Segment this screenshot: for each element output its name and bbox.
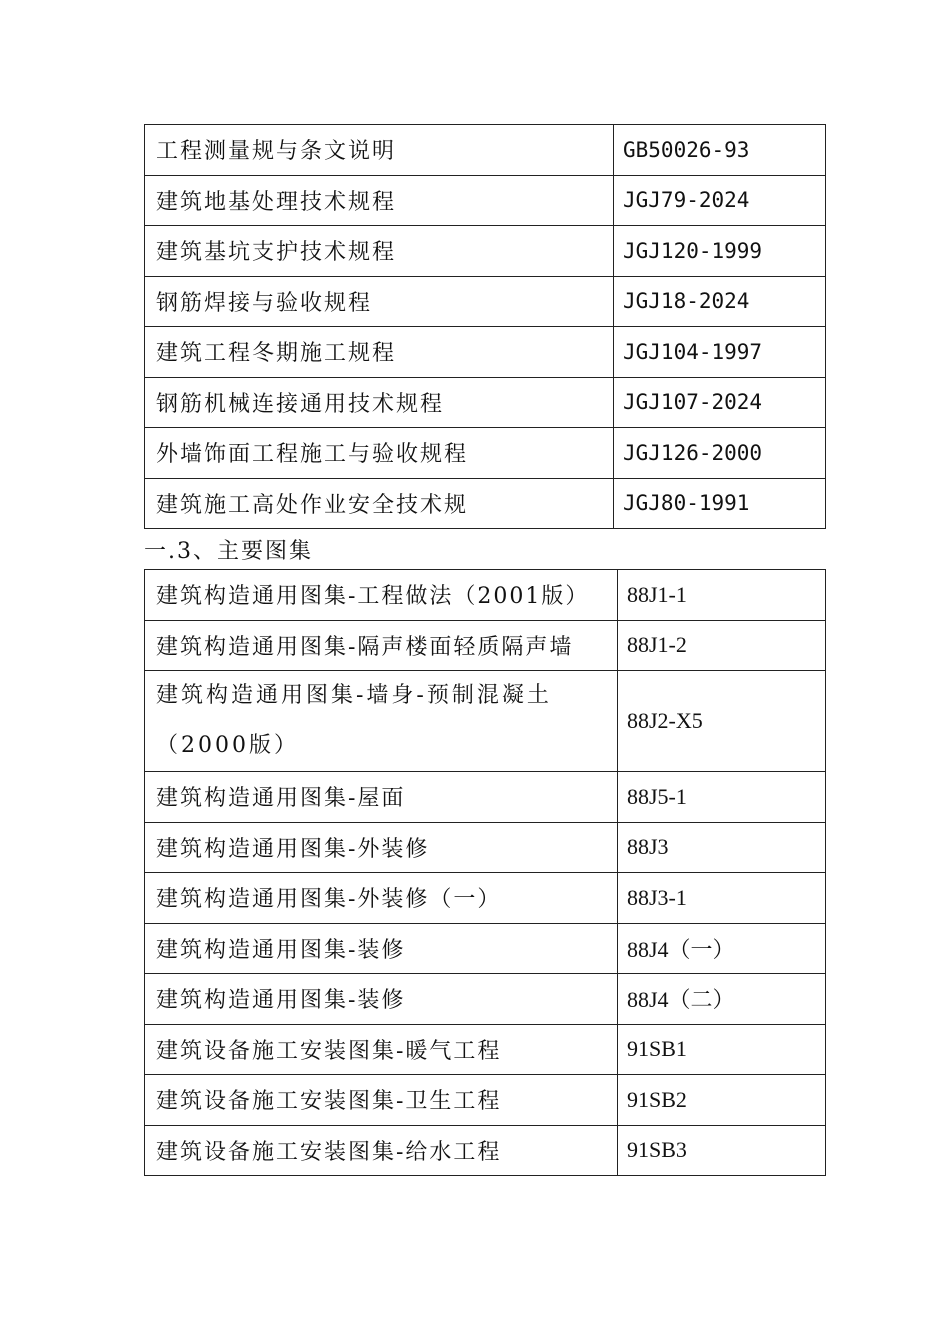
standard-name: 建筑地基处理技术规程 bbox=[145, 175, 614, 226]
atlas-code: 91SB1 bbox=[618, 1024, 826, 1075]
standard-code: JGJ18-2024 bbox=[614, 276, 826, 327]
standards-table bbox=[144, 124, 826, 529]
table-row bbox=[145, 327, 826, 378]
table-row bbox=[145, 1024, 826, 1075]
atlas-code: 88J4（一） bbox=[618, 923, 826, 974]
standard-code: JGJ104-1997 bbox=[614, 327, 826, 378]
standard-code: JGJ126-2000 bbox=[614, 428, 826, 479]
atlas-code: 88J1-1 bbox=[618, 570, 826, 621]
atlas-name: 建筑构造通用图集-工程做法（2001版） bbox=[145, 570, 618, 621]
standard-code: GB50026-93 bbox=[614, 125, 826, 176]
table-row bbox=[145, 822, 826, 873]
standard-code: JGJ120-1999 bbox=[614, 226, 826, 277]
standard-name: 钢筋机械连接通用技术规程 bbox=[145, 377, 614, 428]
atlas-name: 建筑构造通用图集-装修 bbox=[145, 974, 618, 1025]
atlas-code: 88J3-1 bbox=[618, 873, 826, 924]
atlas-name: 建筑构造通用图集-屋面 bbox=[145, 772, 618, 823]
atlas-name: 建筑构造通用图集-墙身-预制混凝土（2000版） bbox=[145, 671, 618, 772]
table-row bbox=[145, 620, 826, 671]
table-row bbox=[145, 772, 826, 823]
table-row bbox=[145, 873, 826, 924]
table-row bbox=[145, 276, 826, 327]
table-row bbox=[145, 923, 826, 974]
atlas-name: 建筑构造通用图集-装修 bbox=[145, 923, 618, 974]
table-row bbox=[145, 175, 826, 226]
table-row bbox=[145, 974, 826, 1025]
atlas-name: 建筑设备施工安装图集-给水工程 bbox=[145, 1125, 618, 1176]
atlas-name: 建筑设备施工安装图集-卫生工程 bbox=[145, 1075, 618, 1126]
standard-code: JGJ107-2024 bbox=[614, 377, 826, 428]
atlas-code: 88J1-2 bbox=[618, 620, 826, 671]
table-row bbox=[145, 570, 826, 621]
section-heading: 一.3、主要图集 bbox=[144, 539, 313, 564]
table-row bbox=[145, 671, 826, 772]
atlas-code: 88J4（二） bbox=[618, 974, 826, 1025]
table-row bbox=[145, 1075, 826, 1126]
table-row bbox=[145, 377, 826, 428]
atlas-table bbox=[144, 569, 826, 1176]
table-row bbox=[145, 428, 826, 479]
table-row bbox=[145, 478, 826, 529]
atlas-code: 91SB3 bbox=[618, 1125, 826, 1176]
standard-name: 钢筋焊接与验收规程 bbox=[145, 276, 614, 327]
table-row bbox=[145, 1125, 826, 1176]
standard-name: 建筑基坑支护技术规程 bbox=[145, 226, 614, 277]
atlas-code: 88J2-X5 bbox=[618, 671, 826, 772]
atlas-code: 88J3 bbox=[618, 822, 826, 873]
atlas-name: 建筑构造通用图集-隔声楼面轻质隔声墙 bbox=[145, 620, 618, 671]
standard-code: JGJ79-2024 bbox=[614, 175, 826, 226]
table-row bbox=[145, 125, 826, 176]
table-row bbox=[145, 226, 826, 277]
standard-name: 建筑施工高处作业安全技术规 bbox=[145, 478, 614, 529]
atlas-name: 建筑构造通用图集-外装修（一） bbox=[145, 873, 618, 924]
atlas-name: 建筑设备施工安装图集-暖气工程 bbox=[145, 1024, 618, 1075]
standard-name: 工程测量规与条文说明 bbox=[145, 125, 614, 176]
atlas-code: 88J5-1 bbox=[618, 772, 826, 823]
standard-name: 建筑工程冬期施工规程 bbox=[145, 327, 614, 378]
atlas-name: 建筑构造通用图集-外装修 bbox=[145, 822, 618, 873]
atlas-code: 91SB2 bbox=[618, 1075, 826, 1126]
standard-name: 外墙饰面工程施工与验收规程 bbox=[145, 428, 614, 479]
standard-code: JGJ80-1991 bbox=[614, 478, 826, 529]
